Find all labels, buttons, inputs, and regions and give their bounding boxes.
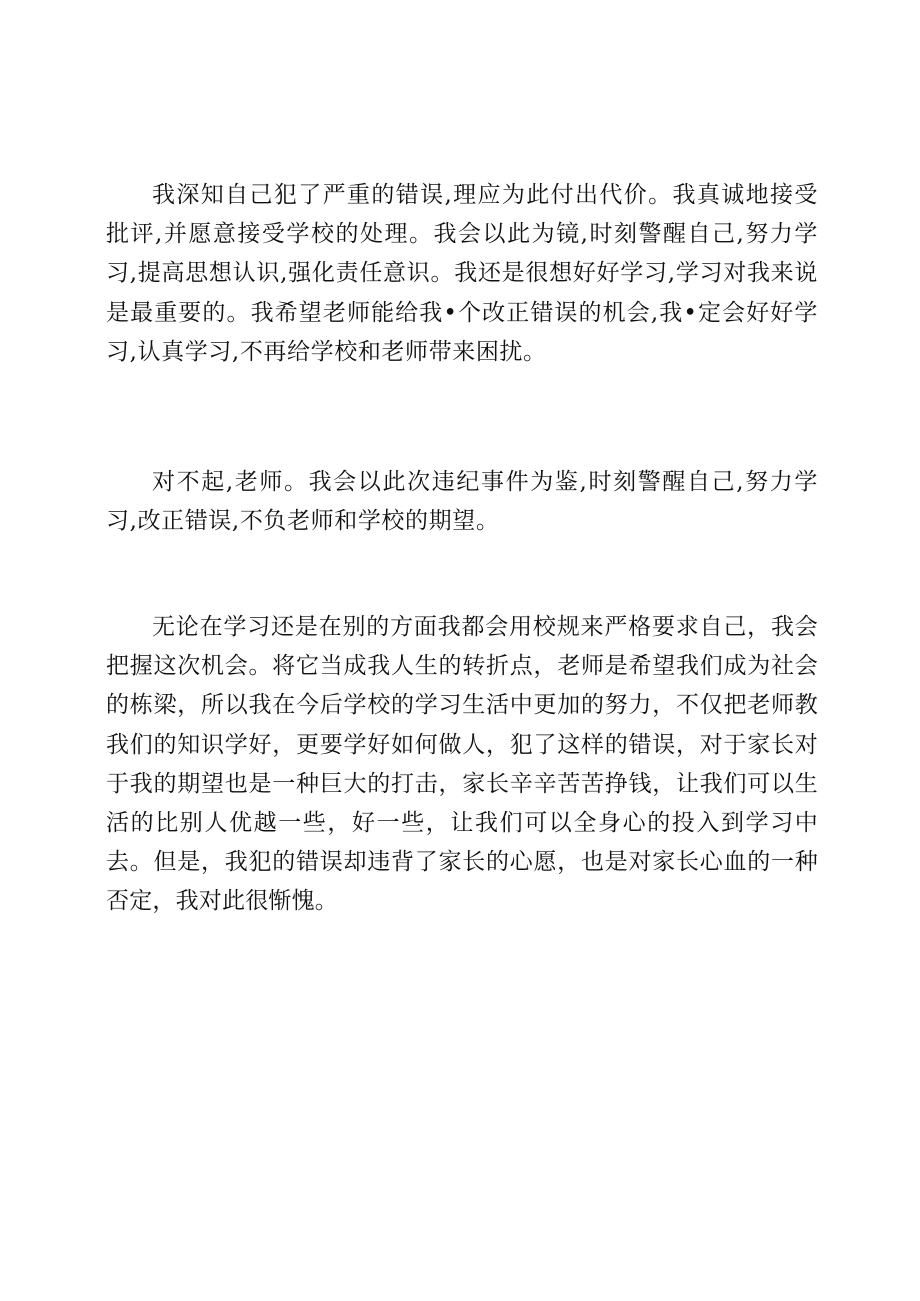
paragraph-2: 对不起,老师。我会以此次违纪事件为鉴,时刻警醒自己,努力学习,改正错误,不负老师和学校的期望。	[106, 469, 818, 535]
paragraph-1: 我深知自己犯了严重的错误,理应为此付出代价。我真诚地接受批评,并愿意接受学校的处理。我会以此为镜,时刻警醒自己,努力学习,提高思想认识,强化责任意识。我还是很想好好学习,学习对我来说是最重要的。我希望老师能给我•个改正错误的机会,我•定会好好学习,认真学习,不再给学校和老师带来困扰。	[106, 182, 818, 365]
paragraph-3: 无论在学习还是在别的方面我都会用校规来严格要求自己，我会把握这次机会。将它当成我人生的转折点，老师是希望我们成为社会的栋梁，所以我在今后学校的学习生活中更加的努力，不仅把老师教我们的知识学好，更要学好如何做人，犯了这样的错误，对于家长对于我的期望也是一种巨大的打击，家长辛辛苦苦挣钱，让我们可以生活的比别人优越一些，好一些，让我们可以全身心的投入到学习中去。但是，我犯的错误却违背了家长的心愿，也是对家长心血的一种否定，我对此很惭愧。	[106, 614, 818, 915]
